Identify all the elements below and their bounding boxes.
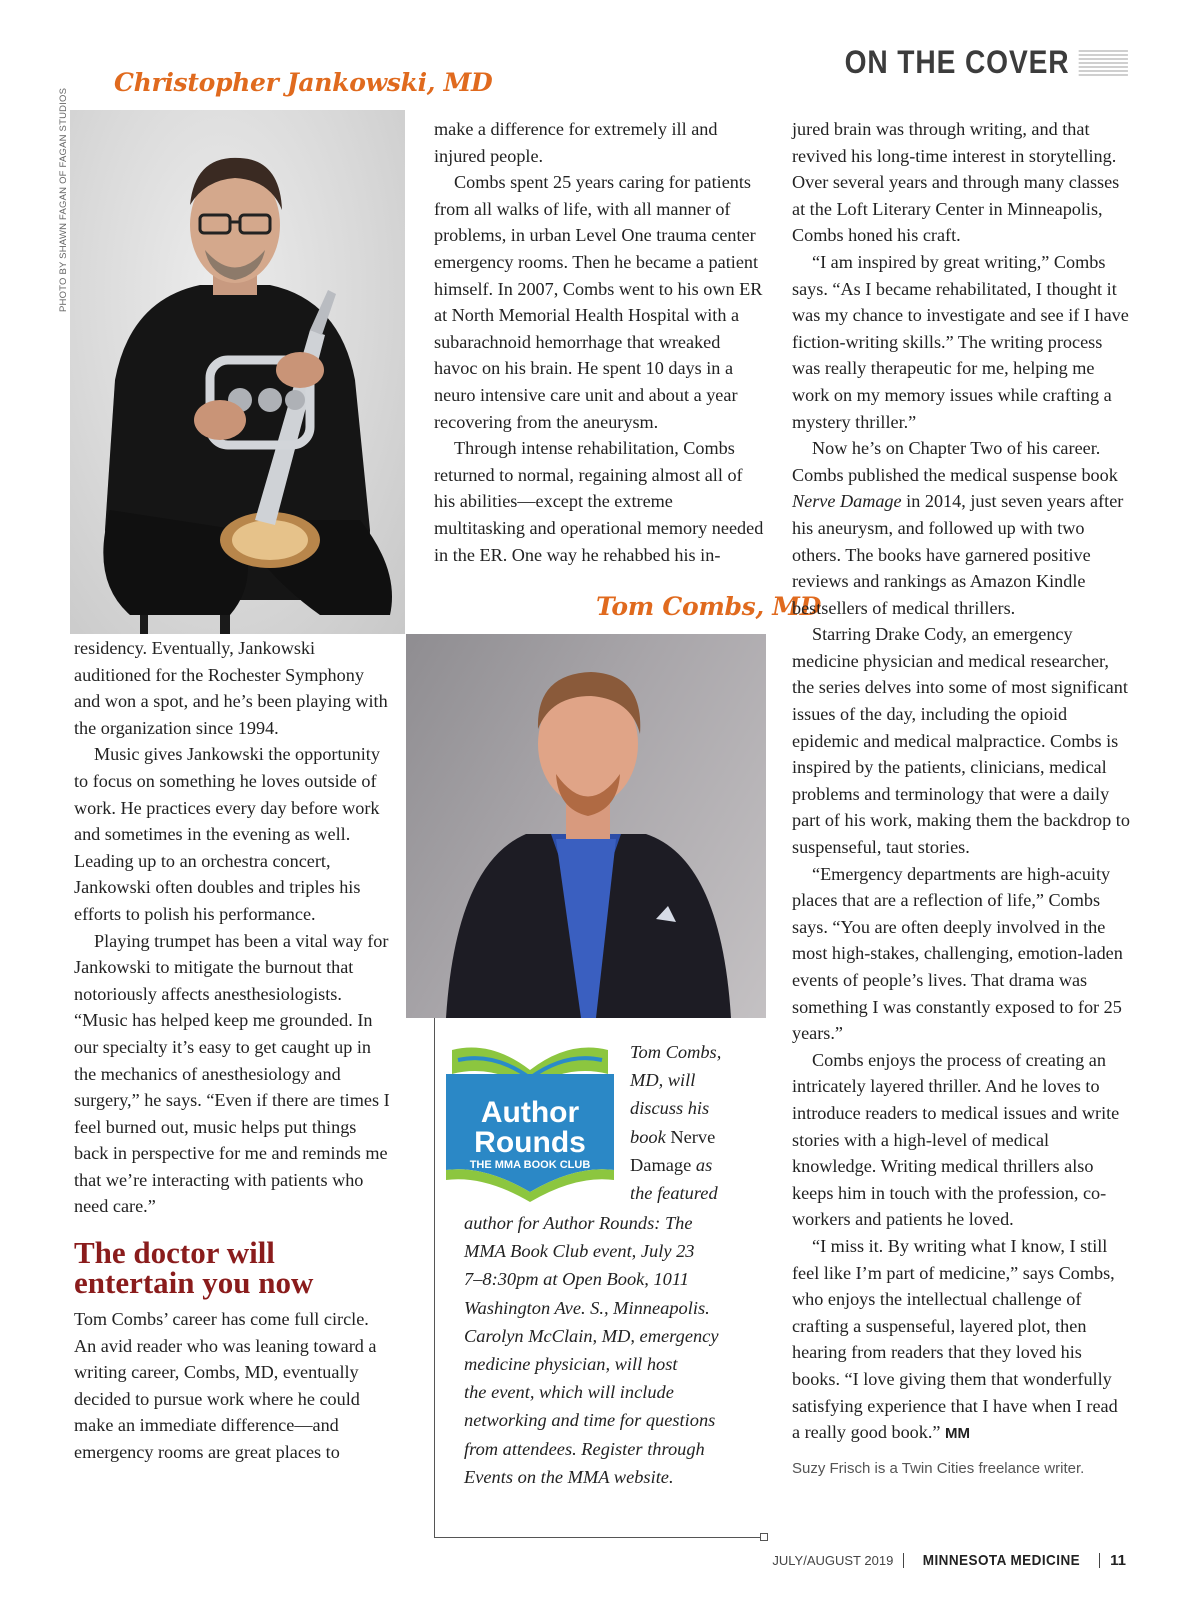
callout-bottom-text (464, 1209, 764, 1491)
right-paragraph: Combs enjoys the process of creating an intricately layered thriller. And he loves to introduce readers to medical issues and write stories with a high-level of medical knowledge. Writing medical thrillers also keeps him in touch with the profession, co-workers and patients he loved. (792, 1049, 1120, 1230)
callout-line: Carolyn McClain, MD, emergency (464, 1325, 719, 1346)
left-section-paragraph: Tom Combs’ career has come full circle. An avid reader who was leaning toward a writing career, Combs, MD, eventually decided to pursue work where he could make an immediate difference—and emergency rooms are great places to (74, 1309, 377, 1463)
page-footer (772, 1552, 1126, 1569)
callout-line: MD, will (630, 1070, 696, 1091)
callout-line: networking and time for questions (464, 1410, 716, 1431)
jankowski-photo (70, 110, 405, 634)
callout-line: MMA Book Club event, July 23 (464, 1241, 695, 1262)
middle-paragraph: make a difference for extremely ill and injured people. (434, 119, 718, 166)
hatch-decoration (1079, 50, 1128, 76)
left-paragraph: Music gives Jankowski the opportunity to focus on something he loves outside of work. He practices every day before work and sometimes in the evening as well. Leading up to an orchestra concert, Jankowski often doubles and triples his efforts to polish his performance. (74, 744, 380, 924)
callout-top-text (630, 1038, 770, 1207)
end-mark: MM (945, 1425, 971, 1443)
book-title: Nerve (670, 1126, 716, 1147)
logo-line-1: Author (480, 1096, 580, 1129)
middle-paragraph: Combs spent 25 years caring for patients from all walks of life, with all manner of problems, in urban Level One trauma center emergency rooms. Then he became a patient himself. In 2007, Combs went to his own ER at North Memorial Health Hospital with a subarachnoid hemorrhage that wreaked havoc on his brain. He spent 10 days in a neuro intensive care unit and about a year recovering from the aneurysm. (434, 172, 763, 432)
callout-line: author for Author Rounds: The (464, 1213, 693, 1233)
issue-date: JULY/AUGUST 2019 (772, 1553, 894, 1568)
callout-line: from attendees. Register through (464, 1438, 705, 1459)
logo-line-2: Rounds (474, 1126, 586, 1159)
right-paragraph: Starring Drake Cody, an emergency medicine physician and medical researcher, the series delves into some of most significant issues of the day, including the opioid epidemic and medical malpractice. Combs is inspired by the patients, clinicians, medical problems and terminology that were a daily part of his work, making them the backdrop to suspenseful, taut stories. (792, 624, 1130, 858)
callout-line: Damage as (630, 1154, 713, 1175)
callout-line: the featured (630, 1183, 718, 1204)
right-paragraph: jured brain was through writing, and that revived his long-time interest in storytelling. Over several years and through many classes at the Loft Literary Center in Minneapolis, Combs honed his craft. (792, 119, 1120, 246)
logo-tagline: THE MMA BOOK CLUB (469, 1159, 591, 1171)
callout-line: book Nerve (630, 1126, 716, 1147)
footer-divider (1099, 1553, 1100, 1568)
callout-border-bottom (434, 1537, 764, 1538)
right-column (792, 116, 1130, 1482)
callout-line: 7–8:30pm at Open Book, 1011 (464, 1269, 689, 1290)
right-paragraph: Now he’s on Chapter Two of his career. Combs published the medical suspense book Nerve Damage in 2014, just seven years after his aneurysm, and followed up with two others. The books have garnered positive reviews and rankings as Amazon Kindle bestsellers of medical thrillers. (792, 438, 1124, 618)
left-paragraph: Playing trumpet has been a vital way for Jankowski to mitigate the burnout that notoriously affects anesthesiologists. “Music has helped keep me grounded. In our specialty it’s easy to get caught up in the mechanics of anesthesiology and surgery,” he says. “Even if there are times I feel burned out, music helps put things back in perspective for me and reminds me that we’re interacting with patients who need care.” (74, 930, 390, 1217)
open-book-icon (446, 1040, 614, 1208)
author-rounds-logo (446, 1040, 614, 1208)
middle-column (434, 116, 764, 568)
right-paragraph: “I am inspired by great writing,” Combs says. “As I became rehabilitated, I thought it was my chance to investigate and see if I have fiction-writing skills.” The writing process was really therapeutic for me, helping me work on my memory issues while crafting a mystery thriller.” (792, 251, 1129, 432)
callout-line: discuss his (630, 1098, 710, 1119)
portrait-illustration (406, 634, 766, 1018)
jankowski-photo-credit: PHOTO BY SHAWN FAGAN OF FAGAN STUDIOS (58, 87, 69, 312)
book-title: Nerve Damage (792, 491, 902, 512)
author-bio: Suzy Frisch is a Twin Cities freelance writer. (792, 1459, 1085, 1477)
footer-divider (903, 1553, 904, 1568)
callout-corner-mark (760, 1533, 768, 1541)
section-label-text: ON THE COVER (845, 44, 1070, 80)
callout-border-left (434, 1018, 435, 1538)
left-paragraph: residency. Eventually, Jankowski auditioned for the Rochester Symphony and won a spot, and he’s been playing with the organization since 1994. (74, 638, 388, 738)
middle-paragraph: Through intense rehabilitation, Combs returned to normal, regaining almost all of his abilities—except the extreme multitasking and operational memory needed in the ER. One way he rehabbed his in- (434, 438, 764, 565)
left-column (74, 635, 394, 1466)
page-number: 11 (1110, 1552, 1126, 1569)
right-paragraph: “Emergency departments are high-acuity places that are a reflection of life,” Combs says. “You are often deeply involved in the most high-stakes, challenging, emotion-laden events of people’s lives. That drama was something I was constantly exposed to for 25 years.” (792, 863, 1123, 1044)
right-paragraph: “I miss it. By writing what I know, I still feel like I’m part of medicine,” says Combs, who enjoys the intellectual challenge of crafting a suspenseful, layered plot, then hearing from readers that they loved his books. “I love giving them that wonderfully satisfying experience that I have when I read a really good book.” MM (792, 1235, 1118, 1443)
section-headline: The doctor will entertain you now (74, 1235, 314, 1301)
jankowski-name: Christopher Jankowski, MD (114, 68, 493, 97)
section-label (845, 44, 1128, 81)
combs-photo (406, 634, 766, 1018)
trumpet-player-illustration (70, 110, 405, 634)
callout-line: medicine physician, will host (464, 1354, 678, 1375)
callout-line: Tom Combs, (630, 1042, 722, 1062)
callout-line: Events on the MMA website. (464, 1466, 674, 1487)
callout-line: Washington Ave. S., Minneapolis. (464, 1297, 710, 1318)
combs-name: Tom Combs, MD (596, 592, 822, 621)
book-title: Damage (630, 1154, 692, 1175)
callout-line: the event, which will include (464, 1382, 674, 1403)
magazine-name: MINNESOTA MEDICINE (923, 1552, 1081, 1569)
